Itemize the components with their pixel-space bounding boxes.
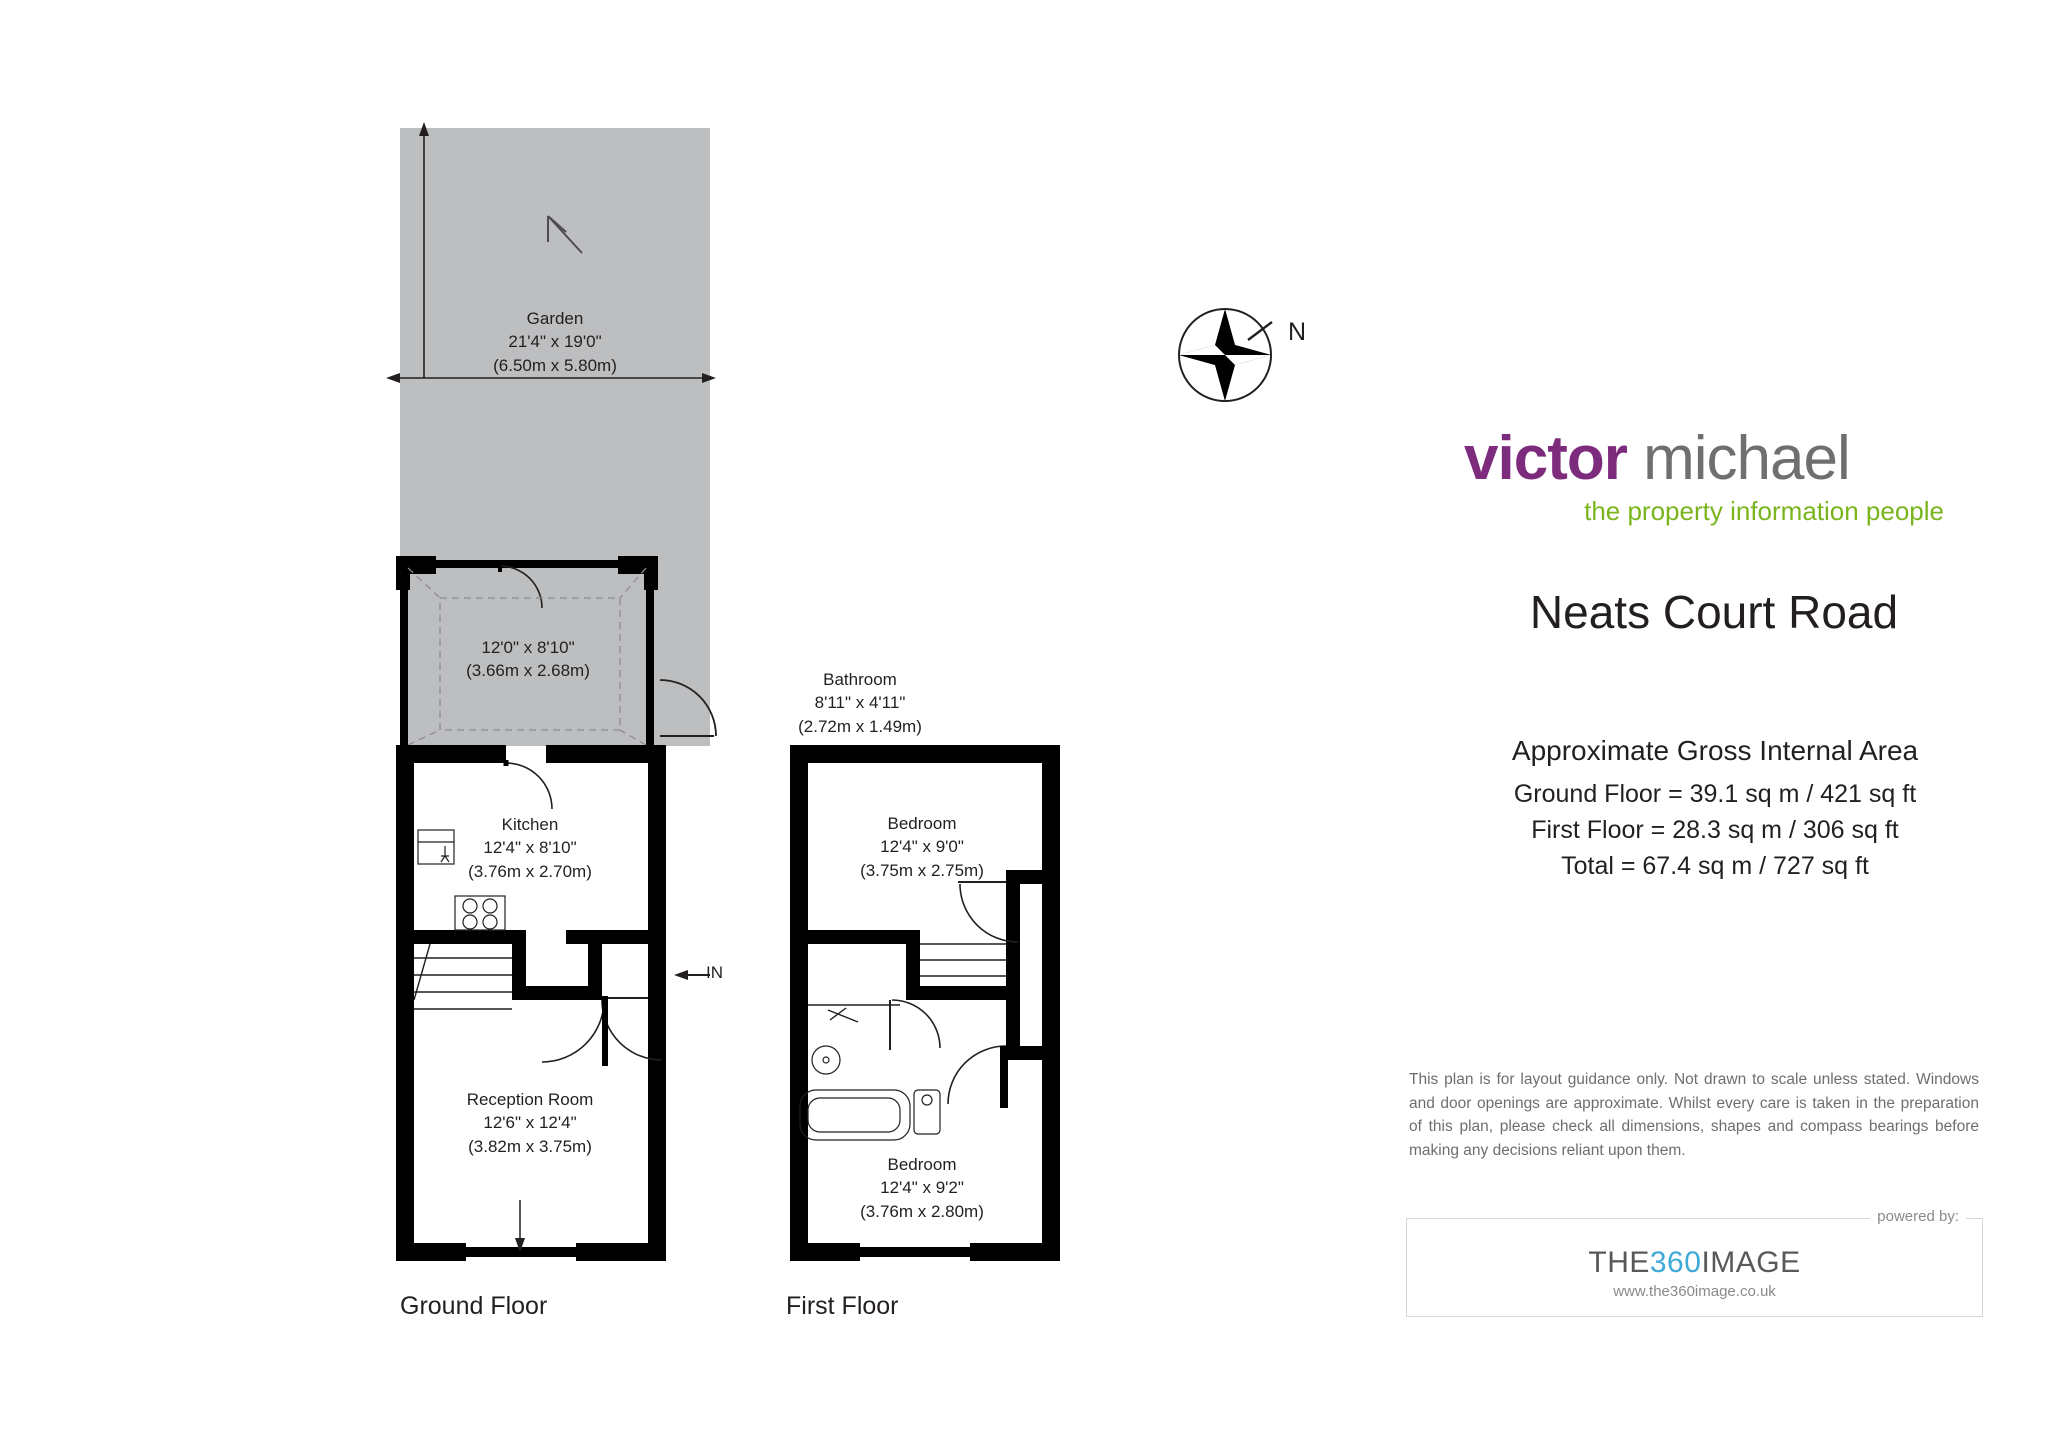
room-dim-metric: (3.66m x 2.68m) — [466, 661, 590, 681]
room-dim-imperial: 12'4" x 8'10" — [483, 838, 577, 858]
area-heading: Approximate Gross Internal Area — [1511, 735, 1919, 766]
room-label-reception-room — [422, 1088, 638, 1158]
room-label-bedroom-1 — [814, 812, 1030, 882]
room-name: Garden — [526, 309, 584, 328]
powered-by-url: www.the360image.co.uk — [1613, 1283, 1776, 1300]
room-dim-imperial: 12'4" x 9'2" — [880, 1178, 964, 1198]
room-dim-metric: (3.75m x 2.75m) — [860, 860, 984, 880]
room-dim-metric: (3.76m x 2.70m) — [468, 861, 592, 881]
room-name: Bathroom — [823, 670, 897, 689]
powered-by-brand-number: 360 — [1649, 1246, 1702, 1279]
floor-caption-ground: Ground Floor — [400, 1292, 548, 1320]
room-name: Kitchen — [501, 815, 559, 834]
brand-tagline: the property information people — [1584, 496, 1944, 526]
room-label-garden — [447, 307, 663, 377]
area-line-ground: Ground Floor = 39.1 sq m / 421 sq ft — [1513, 780, 1917, 808]
powered-by-label: powered by: — [1870, 1208, 1966, 1225]
brand-name-accent: c — [1513, 424, 1548, 493]
room-dim-imperial: 21'4" x 19'0" — [508, 332, 602, 352]
room-label-bedroom-2 — [814, 1153, 1030, 1223]
floor-caption-first: First Floor — [786, 1292, 899, 1320]
brand-block — [1464, 424, 1964, 527]
disclaimer-text: This plan is for layout guidance only. Not drawn to scale unless stated. Windows and door openings are approximate. Whilst every care is taken in the preparation of this plan, please check all dimensions, shapes and compass bearings before making any decisions reliant upon them. — [1409, 1071, 1979, 1159]
room-name: Bedroom — [887, 1155, 957, 1174]
powered-by-brand — [1407, 1246, 1982, 1280]
area-line-total: Total = 67.4 sq m / 727 sq ft — [1561, 852, 1869, 880]
area-summary — [1450, 735, 1980, 884]
room-label-bathroom — [752, 668, 968, 738]
room-name: Reception Room — [466, 1090, 594, 1109]
room-dim-imperial: 12'0" x 8'10" — [481, 638, 575, 657]
room-dim-imperial: 12'4" x 9'0" — [880, 837, 964, 857]
room-dim-imperial: 12'6" x 12'4" — [483, 1113, 577, 1133]
area-line-first: First Floor = 28.3 sq m / 306 sq ft — [1531, 816, 1899, 844]
room-dim-imperial: 8'11" x 4'11" — [814, 693, 906, 713]
brand-name-secondary: michael — [1643, 424, 1850, 493]
powered-by-box — [1406, 1208, 1983, 1317]
page-title: Neats Court Road — [1529, 586, 1899, 638]
brand-name — [1464, 424, 1964, 493]
room-label-conservatory — [420, 636, 636, 683]
room-dim-metric: (2.72m x 1.49m) — [798, 716, 922, 736]
room-dim-metric: (3.82m x 3.75m) — [468, 1136, 592, 1156]
compass-rose — [1179, 309, 1272, 401]
room-dim-metric: (6.50m x 5.80m) — [493, 355, 617, 375]
brand-name-part1: vi — [1464, 424, 1514, 493]
room-label-kitchen — [422, 813, 638, 883]
room-name: Bedroom — [887, 814, 957, 833]
powered-by-brand-prefix: THE — [1588, 1246, 1650, 1279]
powered-by-brand-suffix: IMAGE — [1701, 1246, 1801, 1279]
room-dim-metric: (3.76m x 2.80m) — [860, 1201, 984, 1221]
brand-name-part2: tor — [1547, 424, 1627, 493]
north-label: N — [1288, 318, 1307, 346]
entrance-label: IN — [706, 963, 723, 982]
